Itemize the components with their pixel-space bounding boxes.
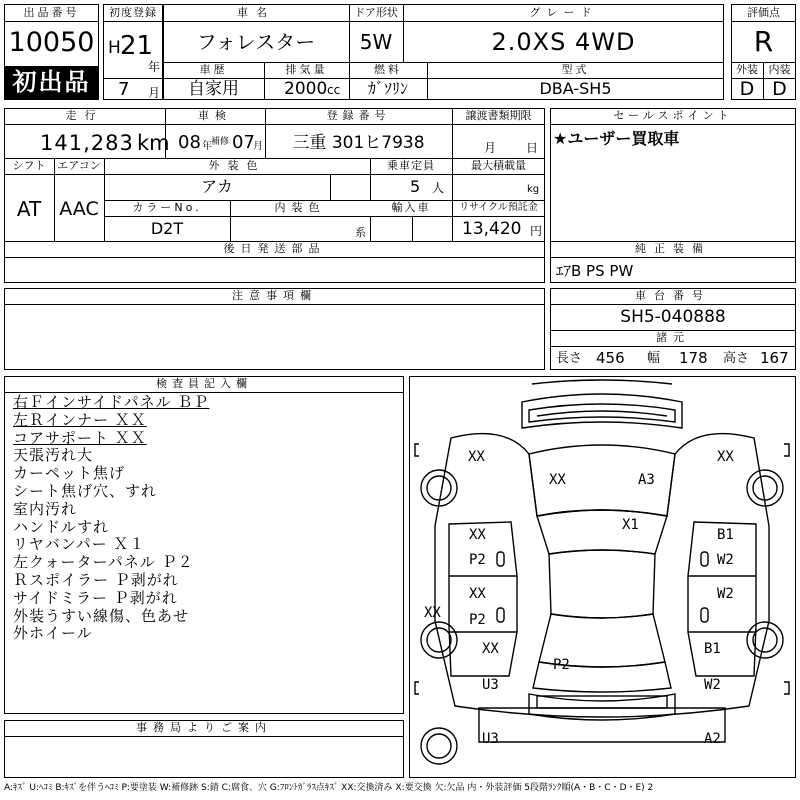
damage-mark: W2	[704, 677, 721, 693]
width-label: 幅	[647, 351, 661, 366]
inspector-line: 外ホイール	[13, 624, 93, 643]
left-handle	[497, 552, 504, 566]
damage-mark: X1	[622, 517, 639, 533]
damage-mark: W2	[717, 552, 734, 568]
damage-mark: XX	[549, 472, 566, 488]
inspector-line: 右Ｆインサイドパネル ＢＰ	[13, 393, 210, 411]
inspector-line: シート焦げ穴、すれ	[13, 482, 158, 500]
displacement-value: 2000	[284, 79, 328, 99]
wheel-rear-left-in	[427, 734, 451, 758]
damage-mark: XX	[469, 527, 486, 543]
transfer-label: 譲渡書類期限	[465, 109, 532, 122]
displacement-unit: cc	[327, 83, 341, 97]
inspector-line: カーペット焦げ	[13, 464, 126, 483]
fuel-label: 燃料	[374, 63, 402, 76]
fuel-value: ｶﾞｿﾘﾝ	[367, 79, 408, 98]
roof	[549, 550, 655, 618]
color-value: アカ	[201, 177, 233, 196]
first-listing-badge: 初出品	[5, 66, 98, 99]
wheel-front-right-in	[753, 476, 777, 500]
reg-era: H	[108, 38, 121, 58]
load-label: 最大積載量	[471, 159, 526, 172]
aircon-label: エアコン	[57, 159, 101, 172]
transfer-day-unit: 日	[526, 141, 539, 155]
wheel-front-left-in	[427, 476, 451, 500]
damage-mark: P2	[553, 657, 570, 673]
displacement-label: 排気量	[285, 63, 328, 76]
load-unit: kg	[527, 184, 540, 195]
interior-color-label: 内装色	[274, 201, 326, 214]
capacity-value: 5	[410, 177, 421, 196]
damage-mark: U3	[482, 677, 499, 693]
shift-value: AT	[16, 197, 42, 221]
damage-mark: B1	[704, 641, 721, 657]
windshield	[537, 510, 667, 554]
inspector-line: 外装うすい線傷、色あせ	[13, 606, 190, 625]
mileage-unit: km	[137, 131, 170, 155]
car-name: フォレスター	[196, 30, 316, 54]
ext-score: D	[739, 78, 755, 100]
reg-label: 初度登録	[109, 6, 157, 19]
reg-year-unit: 年	[148, 60, 161, 74]
recycle-value: 13,420	[462, 219, 522, 239]
bracket-fl	[415, 444, 419, 456]
length-value: 456	[596, 349, 625, 367]
inspection-month: 07	[232, 132, 255, 153]
reg-month: 7	[118, 79, 130, 100]
inspector-line: ハンドルすれ	[13, 517, 110, 536]
later-parts-label: 後日発送部品	[223, 242, 326, 255]
grade-label: グレード	[529, 6, 598, 19]
damage-mark: XX	[717, 449, 734, 465]
dims-label: 諸元	[656, 331, 690, 344]
mileage-label: 走行	[65, 109, 104, 122]
damage-mark: A3	[638, 472, 655, 488]
inspector-line: コアサポート ＸＸ	[13, 428, 147, 447]
height-value: 167	[760, 349, 789, 367]
width-value: 178	[679, 349, 708, 367]
right-handle	[701, 552, 708, 566]
lot-number: 10050	[8, 27, 95, 58]
transfer-month-unit: 月	[484, 141, 497, 155]
inspector-line: 左クォーターパネル Ｐ２	[13, 553, 194, 572]
damage-mark: U3	[482, 731, 499, 747]
inspector-line: 室内汚れ	[13, 499, 78, 518]
recycle-unit: 円	[530, 224, 543, 238]
aircon-value: AAC	[59, 198, 99, 220]
grille-trim	[537, 411, 667, 416]
sales-label: セールスポイント	[613, 109, 733, 122]
int-score: D	[772, 78, 787, 100]
notes-label: 注意事項欄	[232, 289, 317, 302]
inspector-line: リヤバンパー Ｘ１	[13, 535, 146, 554]
model-label: 型式	[561, 63, 590, 76]
score-value: R	[753, 25, 774, 58]
damage-mark: XX	[468, 449, 485, 465]
left-handle2	[497, 608, 504, 622]
damage-mark: P2	[469, 552, 486, 568]
import-label: 輸入車	[391, 201, 431, 214]
equipment-label: 純正装備	[635, 242, 711, 255]
damage-mark: XX	[482, 641, 499, 657]
history-value: 自家用	[188, 79, 239, 99]
equipment-value: ｴｱB PS PW	[556, 262, 634, 280]
damage-mark: P2	[469, 612, 486, 628]
doors-label: ドア形状	[354, 6, 398, 19]
recycle-label: リサイクル預託金	[459, 202, 538, 213]
bracket-rr	[784, 682, 789, 694]
chassis-value: SH5-040888	[620, 307, 726, 327]
color-label: 外装色	[208, 159, 266, 172]
bracket-fr	[784, 444, 789, 456]
inspector-lines	[4, 394, 404, 694]
body-outline	[435, 434, 769, 717]
chassis-label: 車台番号	[635, 289, 711, 302]
right-handle2	[701, 608, 708, 622]
damage-mark: W2	[717, 586, 734, 602]
inspector-label: 検査員記入欄	[156, 377, 252, 390]
history-label: 車歴	[199, 63, 228, 76]
reg-month-unit: 月	[148, 86, 161, 100]
mileage-value: 141,283	[40, 131, 134, 155]
color-code-value: D2T	[150, 219, 184, 238]
height-label: 高さ	[723, 351, 750, 366]
damage-mark: XX	[469, 586, 486, 602]
inspector-line: サイドミラー Ｐ剥がれ	[13, 588, 178, 607]
inspection-year-unit: 年	[202, 141, 212, 152]
sales-text: ★ユーザー買取車	[553, 129, 680, 148]
inspector-line: Ｒスポイラー Ｐ剥がれ	[13, 571, 179, 589]
model-value: DBA-SH5	[539, 79, 612, 98]
reg-year: 21	[120, 31, 154, 61]
plate-value: 三重 301ヒ7938	[292, 133, 425, 153]
color-code-label: カラーNo.	[132, 201, 202, 214]
capacity-unit: 人	[432, 181, 445, 195]
damage-mark: A2	[704, 731, 721, 747]
inspection-year: 08	[178, 132, 201, 153]
inspector-line: 左Ｒインナー ＸＸ	[13, 410, 147, 429]
inspection-month-unit: 月	[253, 141, 263, 152]
ext-score-label: 外装	[736, 63, 758, 76]
inspector-line: 天張汚れ大	[13, 446, 94, 465]
capacity-label: 乗車定員	[387, 159, 435, 172]
interior-color-suffix: 系	[355, 226, 366, 239]
damage-mark: XX	[424, 605, 441, 621]
grade-value: 2.0XS 4WD	[491, 28, 636, 56]
score-label: 評価点	[747, 6, 780, 19]
shift-label: シフト	[12, 159, 46, 172]
roof-rear-arc	[532, 380, 672, 384]
inspection-note: 補修	[211, 137, 230, 147]
length-label: 長さ	[556, 351, 583, 366]
bracket-rl	[415, 682, 419, 694]
car-diagram	[409, 376, 796, 778]
damage-mark: B1	[717, 527, 734, 543]
legend-text: A:ｷｽﾞ U:ﾍｺﾐ B:ｷｽﾞを伴うﾍｺﾐ P:要塗装 W:補修跡 S:錆 C:腐食、穴 G:ﾌﾛﾝﾄｶﾞﾗｽ点ｷｽﾞ XX:交換済み X:要交換 欠:欠品 内・外装評価 5段階ﾗﾝｸ順(A・B・C・D・E) 2	[4, 783, 654, 793]
office-label: 事務局よりご案内	[136, 721, 272, 734]
plate-label: 登録番号	[326, 109, 391, 122]
doors-value: 5W	[359, 30, 393, 54]
car-name-label: 車名	[237, 6, 275, 19]
lot-label: 出品番号	[23, 6, 80, 19]
int-score-label: 内装	[768, 63, 791, 76]
bumper-inner	[529, 404, 675, 422]
inspection-label: 車検	[198, 109, 232, 122]
